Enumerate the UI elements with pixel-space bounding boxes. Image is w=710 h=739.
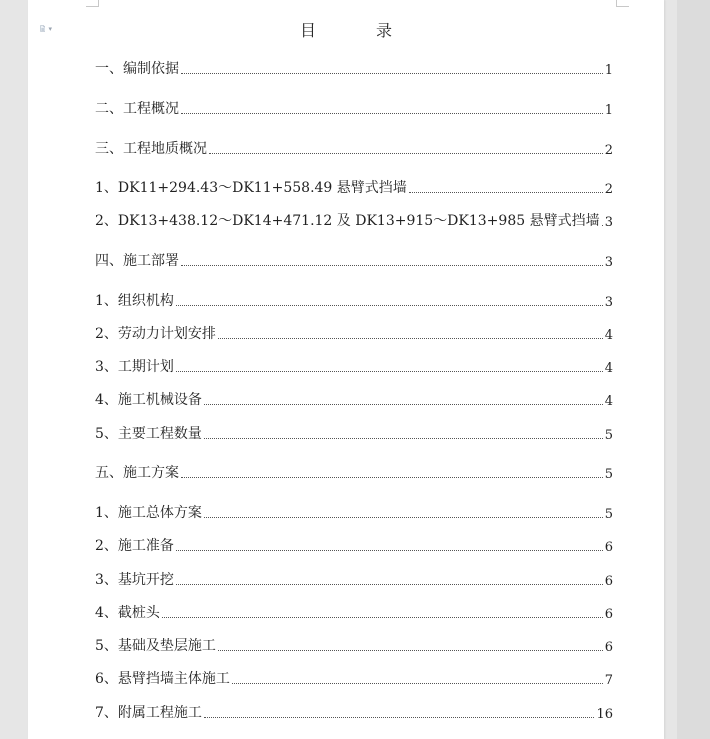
toc-dot-leader xyxy=(176,371,603,372)
toc-dot-leader xyxy=(181,265,603,266)
toc-entry[interactable] xyxy=(95,702,613,722)
toc-entry-label: 三、工程地质概况 xyxy=(95,141,207,157)
toc-entry-page-number: 3 xyxy=(604,295,613,310)
toc-entry-page-number: 3 xyxy=(604,215,613,230)
toc-entry[interactable] xyxy=(95,290,613,310)
toc-title: 目 录 xyxy=(299,21,414,40)
toc-entry-page-number: 6 xyxy=(604,574,613,589)
toc-entry-page-number: 7 xyxy=(604,673,613,688)
toc-dot-leader xyxy=(181,477,603,478)
toc-entry-label: 五、施工方案 xyxy=(95,465,179,481)
toc-dot-leader xyxy=(204,517,603,518)
toc-entry-page-number: 2 xyxy=(604,143,613,158)
toc-entry-label: 二、工程概况 xyxy=(95,101,179,117)
toc-entry-label: 一、编制依据 xyxy=(95,61,179,77)
toc-entry-page-number: 6 xyxy=(604,540,613,555)
toc-entry[interactable] xyxy=(95,356,613,376)
toc-entry-label: 5、主要工程数量 xyxy=(95,426,202,442)
toc-dot-leader xyxy=(181,73,603,74)
toc-entry-page-number: 3 xyxy=(604,255,613,270)
toc-entry[interactable] xyxy=(95,602,613,622)
toc-entry-label: 4、截桩头 xyxy=(95,605,160,621)
toc-dot-leader xyxy=(181,113,603,114)
crop-mark-top-left xyxy=(86,0,99,7)
toc-entry-page-number: 16 xyxy=(596,707,613,722)
toc-entry-page-number: 4 xyxy=(604,328,613,343)
toc-dot-leader xyxy=(209,153,603,154)
toc-entry[interactable] xyxy=(95,98,613,118)
toc-entry[interactable] xyxy=(95,323,613,343)
toc-entry[interactable] xyxy=(95,58,613,78)
caret-down-icon: ▾ xyxy=(48,24,52,33)
toc-entry[interactable] xyxy=(95,502,613,522)
toc-dot-leader xyxy=(176,584,603,585)
left-gutter xyxy=(0,0,28,739)
toc-entry[interactable] xyxy=(95,668,613,688)
toc-entry-label: 1、DK11+294.43～DK11+558.49 悬臂式挡墙 xyxy=(95,180,407,196)
toc-dot-leader xyxy=(204,404,603,405)
toc-entry[interactable] xyxy=(95,250,613,270)
toc-entry-page-number: 4 xyxy=(604,394,613,409)
toc-entry-page-number: 5 xyxy=(604,428,613,443)
crop-mark-top-right xyxy=(616,0,629,7)
toc-dot-leader xyxy=(218,338,603,339)
toc-entry-page-number: 1 xyxy=(604,63,613,78)
right-gutter xyxy=(677,0,710,739)
toc-entry-page-number: 1 xyxy=(604,103,613,118)
toc-entry-label: 3、工期计划 xyxy=(95,359,174,375)
toc-entry-label: 2、施工准备 xyxy=(95,538,174,554)
toc-entry-page-number: 2 xyxy=(604,182,613,197)
toc-entry-page-number: 6 xyxy=(604,607,613,622)
toc-entry-page-number: 5 xyxy=(604,467,613,482)
toc-entry-page-number: 5 xyxy=(604,507,613,522)
toc-dot-leader xyxy=(162,617,603,618)
toc-dot-leader xyxy=(176,550,603,551)
toc-entry-label: 四、施工部署 xyxy=(95,253,179,269)
toc-entry-label: 1、组织机构 xyxy=(95,293,174,309)
toc-entry-label: 1、施工总体方案 xyxy=(95,505,202,521)
toc-entry-label: 5、基础及垫层施工 xyxy=(95,638,216,654)
toc-entry-page-number: 6 xyxy=(604,640,613,655)
toc-entry-label: 2、劳动力计划安排 xyxy=(95,326,216,342)
toc-entry[interactable] xyxy=(95,535,613,555)
toc-dot-leader xyxy=(409,192,603,193)
toc-entry[interactable] xyxy=(95,389,613,409)
toc-dot-leader xyxy=(602,225,603,226)
toc-dot-leader xyxy=(204,438,603,439)
toc-dot-leader xyxy=(204,717,595,718)
toc-dot-leader xyxy=(176,305,603,306)
toc-entry[interactable] xyxy=(95,569,613,589)
toc-entry-label: 7、附属工程施工 xyxy=(95,705,202,721)
toc-dot-leader xyxy=(232,683,603,684)
document-page xyxy=(28,0,664,739)
toc-entry[interactable] xyxy=(95,138,613,158)
toc-entry[interactable] xyxy=(95,635,613,655)
toc-entry[interactable] xyxy=(95,210,613,230)
toc-entry[interactable] xyxy=(95,423,613,443)
toc-entry-label: 3、基坑开挖 xyxy=(95,572,174,588)
toc-entry-label: 2、DK13+438.12～DK14+471.12 及 DK13+915～DK13+985 悬臂式挡墙 xyxy=(95,213,600,229)
toc-entry-label: 4、施工机械设备 xyxy=(95,392,202,408)
toc-dot-leader xyxy=(218,650,603,651)
toc-entry-label: 6、悬臂挡墙主体施工 xyxy=(95,671,230,687)
toc-entry[interactable] xyxy=(95,177,613,197)
toc-entry-page-number: 4 xyxy=(604,361,613,376)
toc-entry[interactable] xyxy=(95,462,613,482)
